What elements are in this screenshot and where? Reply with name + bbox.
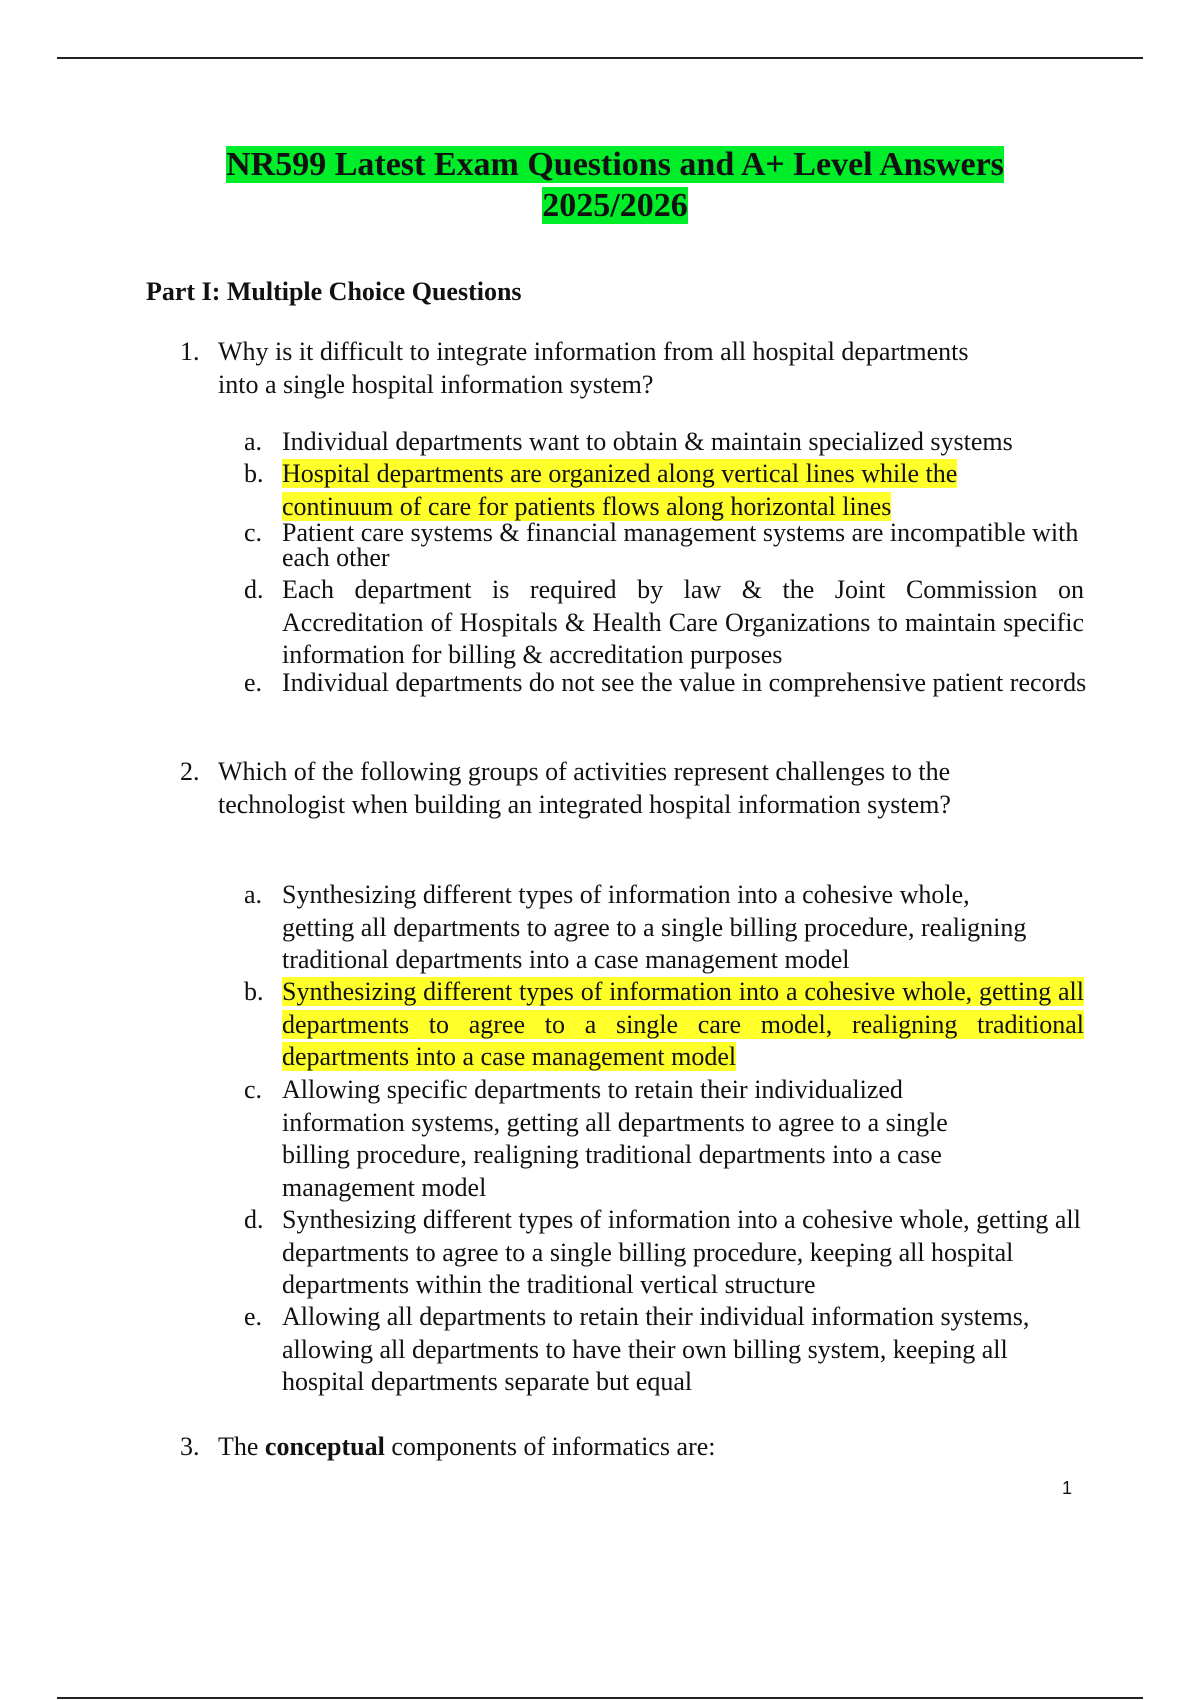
stem-prefix: The	[218, 1432, 265, 1461]
option-letter: c.	[244, 518, 263, 547]
option-1d	[244, 574, 1084, 672]
option-text: Patient care systems & financial management systems are incompatible with each other	[282, 518, 1079, 572]
question-number: 2.	[180, 757, 200, 786]
question-1	[180, 336, 1080, 402]
top-rule	[57, 57, 1143, 59]
stem-emphasis: conceptual	[264, 1432, 385, 1461]
option-1c	[244, 520, 1084, 572]
option-2e	[244, 1301, 1084, 1399]
option-1a	[244, 426, 1074, 459]
document-title	[140, 144, 1090, 226]
option-letter: e.	[244, 668, 263, 697]
question-number: 3.	[180, 1432, 200, 1461]
question-stem: Which of the following groups of activities represent challenges to the technologist when building an integrated hospital information system?	[218, 757, 951, 819]
option-2d	[244, 1204, 1084, 1302]
stem-suffix: components of informatics are:	[384, 1432, 716, 1461]
question-3	[180, 1431, 1080, 1464]
option-text: Individual departments do not see the value in comprehensive patient records	[282, 668, 1087, 697]
option-letter: a.	[244, 880, 263, 909]
question-stem	[218, 1431, 1058, 1464]
option-letter: d.	[244, 1205, 264, 1234]
page-number: 1	[1062, 1478, 1073, 1498]
option-text: Synthesizing different types of information into a cohesive whole, getting all departments to agree to a single billing procedure, realigning traditional departments into a case management model	[282, 880, 1027, 974]
option-text-highlighted: Hospital departments are organized along vertical lines while the continuum of care for patients flows along horizontal lines	[282, 459, 958, 521]
option-letter: c.	[244, 1075, 263, 1104]
option-text: Each department is required by law & the Joint Commission on Accreditation of Hospitals & Health Care Organizations to maintain specific information for billing & accreditation purposes	[282, 575, 1084, 669]
option-text: Allowing all departments to retain their individual information systems, allowing all departments to have their own billing system, keeping all hospital departments separate but equal	[282, 1302, 1030, 1396]
option-text-highlighted: Synthesizing different types of information into a cohesive whole, getting all departments to agree to a single care model, realigning traditional departments into a case management model	[282, 977, 1084, 1071]
option-letter: d.	[244, 575, 264, 604]
option-text: Allowing specific departments to retain their individualized information systems, getting all departments to agree to a single billing procedure, realigning traditional departments into a case management model	[282, 1075, 948, 1202]
part-heading: Part I: Multiple Choice Questions	[146, 277, 522, 306]
bottom-rule	[57, 1697, 1143, 1699]
option-2c	[244, 1074, 1074, 1204]
question-2	[180, 756, 1080, 854]
option-letter: b.	[244, 977, 264, 1006]
option-letter: a.	[244, 427, 263, 456]
option-letter: b.	[244, 459, 264, 488]
option-2b-correct	[244, 976, 1084, 1074]
option-text: Synthesizing different types of information into a cohesive whole, getting all departments to agree to a single billing procedure, keeping all hospital departments within the traditional vertical structure	[282, 1205, 1081, 1299]
question-number: 1.	[180, 337, 200, 366]
option-text: Individual departments want to obtain & maintain specialized systems	[282, 427, 1013, 456]
title-line-1: NR599 Latest Exam Questions and A+ Level Answers	[226, 146, 1004, 183]
option-1b-correct	[244, 458, 1074, 524]
question-stem: Why is it difficult to integrate information from all hospital departments into a single hospital information system?	[218, 337, 969, 399]
option-1e	[244, 670, 1124, 720]
option-letter: e.	[244, 1302, 263, 1331]
option-2a	[244, 879, 1074, 977]
title-line-2: 2025/2026	[542, 187, 688, 224]
